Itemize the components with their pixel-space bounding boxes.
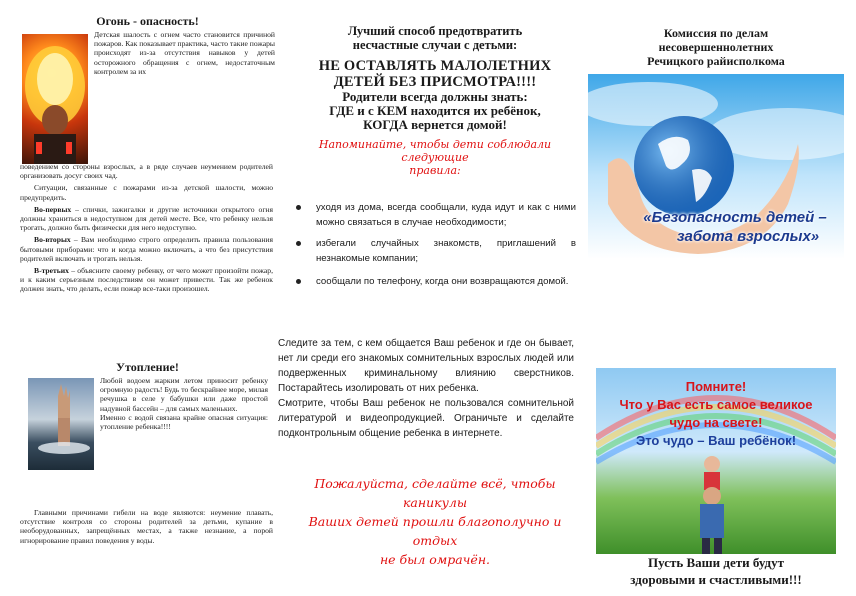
- bullet-icon: [296, 279, 301, 284]
- wish-line2: здоровыми и счастливыми!!!: [630, 572, 802, 587]
- rules-list: [290, 200, 576, 295]
- org-line1: Комиссия по делам: [663, 26, 769, 40]
- fire-situations: Ситуации, связанные с пожарами из-за детской шалости, можно предупредить.: [20, 183, 273, 202]
- org-line2: несовершеннолетних: [658, 40, 774, 54]
- fire-intro-text: Детская шалость с огнем часто становится причиной пожаров. Как показывает практика, часто такие пожары происходят из-за отсутствия навыков у детей осторожного обращения с огнем, недостаточным контролем за их: [94, 30, 275, 76]
- rule-item: избегали случайных знакомств, приглашений в незнакомые компании;: [290, 236, 576, 266]
- third-text: – объясните своему ребенку, от чего может произойти пожар, и к каким серьезным последствиям он может привести. Так же ребенок должен знать, что делать, если пожар все-таки произошел.: [20, 266, 273, 294]
- remind-rules-line1: Напоминайте, чтобы дети соблюдали следующие: [318, 138, 552, 164]
- fire-drowning-column: [20, 0, 275, 596]
- drowning-section: [28, 376, 268, 470]
- watch-contacts-paragraph: Следите за тем, с кем общается Ваш ребенок и где он бывает, нет ли среди его знакомых сомнительных взрослых людей или подверженных криминальному влиянию сверстников. Постарайтесь изолировать от них ребенка.: [278, 338, 574, 394]
- fire-title: Огонь - опасность!: [96, 14, 199, 28]
- remember-line3: чудо на свете!: [669, 415, 763, 430]
- drowning-body: [20, 508, 273, 545]
- slogan: [630, 208, 840, 246]
- hands-holding-globe-photo: [588, 74, 844, 259]
- rule-item: уходя из дома, всегда сообщали, куда идут и как с ними можно связаться в случае необходимости;: [290, 200, 576, 230]
- closing-line1: Пожалуйста, сделайте всё, чтобы каникулы: [314, 476, 556, 510]
- slogan-line1: «Безопасность детей –: [643, 209, 827, 226]
- fire-second: [20, 235, 273, 263]
- father-with-child-on-shoulders-photo: [596, 368, 836, 554]
- remember-line1: Помните!: [685, 379, 747, 394]
- first-label: Во-первых: [34, 204, 72, 214]
- remember-text: [596, 378, 836, 450]
- watch-media-paragraph: Смотрите, чтобы Ваш ребенок не пользовался сомнительной литературой и видеопродукцией. Ограничьте и сделайте подконтрольным общение ребенка в интернете.: [278, 398, 574, 439]
- drowning-intro-text: Любой водоем жарким летом приносит ребенку огромную радость! Будь то бескрайнее море, милая речушка в селе у бабушки или даже простой надувной бассейн – для самых маленьких.: [100, 376, 268, 413]
- parents-know-line1: Родители всегда должны знать:: [342, 89, 528, 104]
- first-text: – спички, зажигалки и другие источники открытого огня должны храниться в недоступном для детей месте. Все, что ребенку нельзя трогать, должно быть физически для него недоступно.: [20, 204, 273, 233]
- fire-first: [20, 205, 273, 233]
- prevent-heading-line1: Лучший способ предотвратить: [347, 24, 523, 38]
- fire-intro-continued: поведением со стороны взрослых, а в ряде случаев неумением родителей организовать досуг своих чад.: [20, 162, 273, 181]
- wish-line1: Пусть Ваши дети будут: [648, 555, 784, 570]
- slogan-line2: забота взрослых»: [676, 228, 820, 245]
- drowning-title: Утопление!: [116, 360, 179, 374]
- remember-line4: Это чудо – Ваш ребёнок!: [635, 433, 797, 448]
- bullet-icon: [296, 241, 301, 246]
- drowning-hand-photo: [28, 378, 94, 470]
- dont-leave-line1: НЕ ОСТАВЛЯТЬ МАЛОЛЕТНИХ: [318, 58, 552, 74]
- supervision-column: [278, 0, 580, 596]
- second-text: – Вам необходимо строго определить правила пользования бытовыми приборами: что и когда можно включать, а что без присутствия родителей включать и трогать нельзя.: [20, 235, 273, 263]
- second-label: Во-вторых: [34, 235, 71, 245]
- boy-with-fire-photo: [22, 34, 88, 164]
- drowning-danger-text: Именно с водой связана крайне опасная ситуация: утопление ребенка!!!!: [100, 412, 268, 432]
- closing-line2: Ваших детей прошли благополучно и отдых: [308, 514, 562, 548]
- dont-leave-line2: ДЕТЕЙ БЕЗ ПРИСМОТРА!!!!: [333, 74, 537, 90]
- drowning-causes: Главными причинами гибели на воде являются: неумение плавать, отсутствие контроля со стороны родителей за детьми, купание в необорудованных, запрещённых местах, а также незнание, а порой игнорирование правил поведения у воды.: [20, 508, 273, 545]
- third-label: В-третьих: [34, 266, 69, 276]
- cover-column: [588, 0, 844, 596]
- bullet-icon: [296, 205, 301, 210]
- fire-body: [20, 162, 273, 294]
- parents-know-line2: ГДЕ и с КЕМ находится их ребёнок,: [329, 103, 541, 118]
- fire-third: [20, 266, 273, 294]
- org-line3: Речицкого райисполкома: [647, 54, 785, 68]
- rule-item: сообщали по телефону, когда они возвращаются домой.: [290, 274, 576, 289]
- remember-line2: Что у Вас есть самое великое: [619, 397, 813, 412]
- prevent-heading-line2: несчастные случаи с детьми:: [352, 38, 518, 52]
- remind-rules-line2: правила:: [409, 164, 461, 177]
- parents-know-line3: КОГДА вернется домой!: [363, 117, 507, 132]
- closing-line3: не был омрачён.: [379, 552, 491, 567]
- fire-section: [22, 30, 275, 164]
